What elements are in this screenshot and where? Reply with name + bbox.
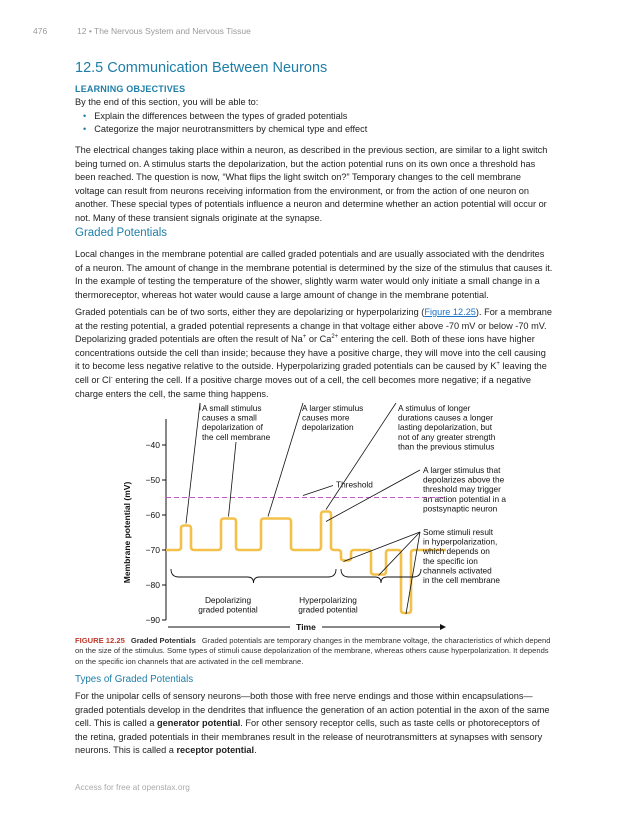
annotation-line: than the previous stimulus <box>398 441 495 452</box>
leader-hyper-a <box>344 532 421 562</box>
y-tick-label: −40 <box>145 440 160 450</box>
objectives-list <box>83 110 367 136</box>
leader-small-stimulus <box>186 403 200 524</box>
annotation-small-stimulus <box>202 403 271 442</box>
annotation-line: depolarization <box>302 422 354 433</box>
leader-trigger <box>326 470 420 522</box>
objective-item: • Categorize the major neurotransmitters by chemical type and effect <box>83 123 367 136</box>
footer: Access for free at openstax.org <box>75 782 190 792</box>
annotation-threshold-trigger <box>423 465 506 513</box>
annotation-line: Depolarizing <box>204 595 252 605</box>
annotation-hyperpolarization <box>422 527 500 585</box>
caption-text: Graded potentials are temporary changes in the membrane voltage, the characteristics of which depend on the size of the stimulus. Some types of stimuli cause depolarization of the membrane, whereas others cause hyperpolarization. It depends on the specific ion channels that are activated in the cell membrane. <box>75 636 551 666</box>
y-axis <box>146 419 166 625</box>
graded-potentials-figure <box>118 400 518 637</box>
term-receptor-potential: receptor potential <box>176 745 255 756</box>
annotation-larger-stimulus <box>302 403 363 432</box>
annotation-line: graded potential <box>198 604 258 615</box>
annotation-line: A larger stimulus <box>302 403 364 413</box>
annotation-line: postsynaptic neuron <box>423 503 498 514</box>
chapter-title: 12 • The Nervous System and Nervous Tissue <box>77 26 251 36</box>
y-tick-label: −90 <box>145 615 160 625</box>
annotations <box>198 403 506 615</box>
annotation-line: an action potential in a <box>423 493 507 504</box>
graded-paragraph: Local changes in the membrane potential are called graded potentials and are usually associated with the dendrites of a neuron. The amount of change in the membrane potential is determined by the size of the stimulus that causes it. In the example of testing the temperature of the shower, slightly warm water would only initiate a small change in a thermoreceptor, whereas hot water would cause a large amount of change in the membrane potential. <box>75 249 553 300</box>
brace-hyperpolarizing <box>341 569 421 583</box>
section-title: 12.5 Communication Between Neurons <box>75 60 328 76</box>
brace-depolarizing <box>171 569 336 583</box>
annotation-line: in the cell membrane <box>423 575 501 585</box>
types-paragraph: For the unipolar cells of sensory neurons—both those with free nerve endings and those within encapsulations—graded potentials develop in the dendrites that influence the generation of an action potential in the axon of the same cell. This is called a generator potential. For other sensory receptor cells, such as taste cells or photoreceptors of the retina, graded potentials in their membranes result in the release of neurotransmitters at synapses with sensory neurons. This is called a receptor potential. <box>75 691 550 756</box>
annotation-line: A larger stimulus that <box>423 465 501 475</box>
y-axis-label: Membrane potential (mV) <box>122 481 132 584</box>
annotation-line: depolarization of <box>202 422 263 433</box>
figure-link[interactable]: Figure 12.25 <box>424 307 476 317</box>
types-heading: Types of Graded Potentials <box>75 674 194 685</box>
leader-larger-stimulus <box>229 442 237 517</box>
x-axis-label: Time <box>296 622 316 632</box>
annotation-line: not of any greater strength <box>398 431 496 442</box>
annotation-line: which depends on <box>423 546 490 557</box>
annotation-line: depolarizes above the <box>423 474 505 485</box>
figure-caption <box>75 636 555 667</box>
annotation-line: A small stimulus <box>202 403 262 413</box>
y-tick-label: −70 <box>145 545 160 555</box>
group-braces <box>171 569 421 583</box>
annotation-line: threshold may trigger <box>423 484 501 495</box>
graded-potential-chart <box>118 400 518 632</box>
annotation-line: A stimulus of longer <box>398 403 471 413</box>
objectives-intro: By the end of this section, you will be able to: <box>75 97 259 107</box>
annotation-line: lasting depolarization, but <box>398 422 493 433</box>
x-axis-arrow <box>440 624 446 630</box>
figure-label: FIGURE 12.25 <box>75 636 125 645</box>
annotation-line: graded potential <box>298 604 358 615</box>
term-generator-potential: generator potential <box>157 718 241 729</box>
figure-title: Graded Potentials <box>130 636 196 645</box>
page-number: 476 <box>33 26 48 36</box>
y-tick-label: −80 <box>145 580 160 590</box>
x-axis <box>168 622 446 632</box>
annotation-line: Hyperpolarizing <box>299 595 357 605</box>
leader-threshold <box>303 486 333 496</box>
annotation-line: the specific ion <box>423 555 478 566</box>
annotation-line: causes more <box>302 412 350 423</box>
annotation-line: channels activated <box>423 565 492 576</box>
objective-item: • Explain the differences between the types of graded potentials <box>83 110 367 123</box>
annotation-longer-stimulus <box>398 403 496 451</box>
threshold-label: Threshold <box>336 479 373 490</box>
leader-larger-stimulus-b <box>268 403 303 517</box>
annotation-line: in hyperpolarization, <box>423 536 498 547</box>
graded-potentials-heading: Graded Potentials <box>75 227 168 239</box>
graded-sorts-paragraph: Graded potentials can be of two sorts, either they are depolarizing or hyperpolarizing (Figure 12.25). For a membrane at the resting potential, a graded potential represents a change in that voltage either above -70 mV or below -70 mV. Depolarizing graded potentials are often the result of Na+ or $Ca^{2+}$ entering the cell. Both of these ions have higher concentrations outside the cell than inside; because they have a positive charge, they will move into the cell causing it to become less negative relative to the outside. Hyperpolarizing graded potentials can be caused by K+ leaving the cell or Cl- entering the cell. If a positive charge moves out of a cell, the cell becomes more negative; if a negative charge enters the cell, the same thing happens. <box>75 307 552 399</box>
label-hyperpolarizing-group <box>298 595 358 615</box>
y-tick-label: −60 <box>145 510 160 520</box>
annotation-line: Some stimuli result <box>423 527 494 537</box>
objectives-heading: LEARNING OBJECTIVES <box>75 84 186 94</box>
label-depolarizing-group <box>198 595 258 615</box>
annotation-line: durations causes a longer <box>398 412 494 423</box>
running-header <box>33 26 251 36</box>
annotation-line: the cell membrane <box>202 431 271 442</box>
y-tick-label: −50 <box>145 475 160 485</box>
intro-paragraph: The electrical changes taking place within a neuron, as described in the previous section, are similar to a light switch being turned on. A stimulus starts the depolarization, but the action potential runs on its own once a threshold has been reached. The question is now, “What flips the light switch on?” Temporary changes to the cell membrane voltage can result from neurons receiving information from the environment, or from the action of one neuron on another. These special types of potentials influence a neuron and determine whether an action potential will occur or not. Many of these transient signals originate at the synapse. <box>75 145 548 223</box>
annotation-line: causes a small <box>202 412 257 423</box>
